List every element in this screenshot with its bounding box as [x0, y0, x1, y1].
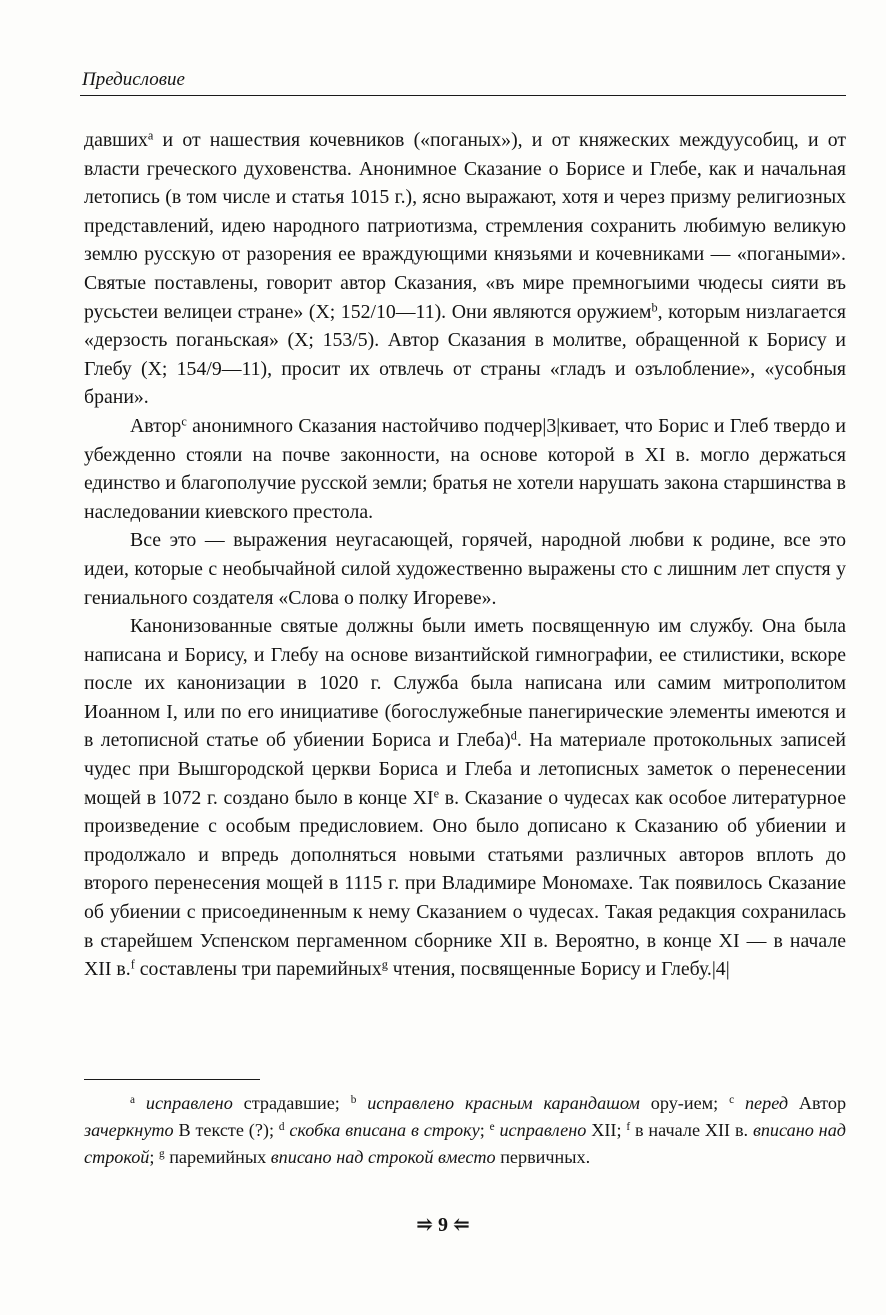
editorial-note: перед — [744, 1093, 789, 1113]
editorial-note: вписано над строкой — [270, 1146, 434, 1167]
footnote-text: Автор — [788, 1093, 847, 1113]
text-run: Канонизованные святые должны были иметь посвященную им службу. Она была написана и Борису, и Глебу на основе византийской гимнографии, ее стилистики, вскоре после их канонизации в 1020 г. Служба была написана или самим митрополитом Иоанном I, или по его инициативе (богослужебные панегирические элементы имеются и в летописной статье об убиении Бориса и Глеба) — [84, 615, 846, 752]
page-number — [0, 1212, 886, 1238]
footnote-mark-f: f — [626, 1120, 631, 1133]
text-run: , которым низлагается «дерзость поганьская» (X; 153/5). Автор Сказания в молитве, обращенной к Борису и Глебу (X; 154/9—11), просит их отвлечь от страны «гладъ и озълобление», «усобныя брани». — [84, 300, 846, 409]
footnote-block — [84, 1090, 846, 1170]
paragraph-2 — [84, 412, 846, 526]
paragraph-3: Все это — выражения неугасающей, горячей, народной любви к родине, все это идеи, которые с необычайной силой художественно выражены сто с лишним лет спустя у гениального создателя «Слова о полку Игореве». — [84, 529, 846, 609]
editorial-note: исправлено — [145, 1093, 233, 1113]
footnote-mark-d: d — [278, 1120, 285, 1133]
text-run: чтения, посвященные Борису и Глебу.|4| — [387, 958, 730, 981]
footnote-ref-d: d — [510, 728, 517, 743]
editorial-note: зачеркнуто — [84, 1119, 174, 1140]
footnote-ref-f: f — [130, 957, 135, 972]
footnote-text: В тексте (?); — [173, 1119, 279, 1140]
footnote-text: ору-ием; — [639, 1093, 730, 1113]
header-rule — [80, 95, 846, 96]
footnote-ref-e: e — [433, 785, 440, 800]
editorial-note: вписано над строкой — [84, 1119, 846, 1167]
footnote-ref-c: c — [181, 414, 187, 429]
footnote-text: первичных. — [495, 1146, 591, 1167]
text-run: и от нашествия кочевников («поганых»), и от княжеских междуусобиц, и от власти греческого духовенства. Анонимное Сказание о Борисе и Глебе, как и начальная летопись (в том числе и статья 1015 г.), ясно выражают, хотя и через призму религиозных представлений, идею народного патриотизма, стремления сохранить любимую великую землю русскую от разорения ее враждующими князьями и кочевниками — «погаными». Святые поставлены, говорит автор Сказания, «въ мире премногыими чюдесы сияти въ русьстеи велицеи стране» (X; 152/10—11). Они являются оружием — [84, 129, 846, 323]
footnote-text: страдавшие; — [232, 1093, 351, 1113]
running-header: Предисловие — [82, 69, 185, 90]
main-text — [84, 126, 846, 984]
editorial-note: исправлено — [499, 1119, 587, 1140]
footnote-mark-c: c — [729, 1093, 735, 1106]
footnote-text: ; — [149, 1146, 160, 1167]
text-run: анонимного Сказания настойчиво подчер|3|кивает, что Борис и Глеб твердо и убежденно стояли на почве законности, на основе которой в XI в. могло держаться единство и благополучие русской земли; братья не хотели нарушать закона старшинства в наследовании киевского престола. — [84, 414, 846, 523]
page-number-value: 9 — [438, 1214, 448, 1236]
footnote-mark-g: g — [159, 1147, 165, 1160]
footnote-text: XII; — [586, 1119, 627, 1140]
ornament-left-icon: ⥤ — [416, 1214, 433, 1236]
ornament-right-icon: ⥢ — [453, 1214, 470, 1236]
editorial-note: исправлено красным карандашом — [367, 1093, 640, 1113]
editorial-note: скобка вписана в строку — [289, 1119, 480, 1140]
footnote-text: паремийных — [164, 1146, 271, 1167]
footnote-mark-a: a — [130, 1093, 136, 1106]
text-run: в. Сказание о чудесах как особое литературное произведение с особым предисловием. Оно было дописано к Сказанию об убиении и продолжало и впредь дополняться новыми статьями различных авторов вплоть до второго перенесения мощей в 1115 г. при Владимире Мономахе. Так появилось Сказание об убиении с присоединенным к нему Сказанием о чудесах. Такая редакция сохранилась в старейшем Успенском пергаменном сборнике XII в. Вероятно, в конце XI — в начале XII в. — [84, 786, 846, 981]
paragraph-1 — [84, 126, 846, 412]
footnote-rule — [84, 1079, 260, 1080]
text-run: Автор — [130, 414, 182, 437]
footnote-text: ; — [479, 1119, 490, 1140]
footnote-text: в начале XII в. — [630, 1119, 753, 1140]
text-run: составлены три паремийных — [134, 958, 382, 981]
footnote-ref-a: a — [147, 128, 154, 143]
footnote-mark-e: e — [489, 1120, 495, 1133]
editorial-note: вместо — [438, 1146, 496, 1167]
paragraph-4 — [84, 612, 846, 984]
footnote-ref-b: b — [651, 299, 658, 314]
footnotes — [84, 1090, 846, 1170]
text-run: . На материале протокольных записей чудес при Вышгородской церкви Бориса и Глеба и летописных заметок о перенесении мощей в 1072 г. создано было в конце XI — [84, 729, 846, 809]
text-run: давших — [84, 129, 148, 151]
footnote-ref-g: g — [381, 957, 388, 972]
footnote-mark-b: b — [350, 1093, 357, 1106]
